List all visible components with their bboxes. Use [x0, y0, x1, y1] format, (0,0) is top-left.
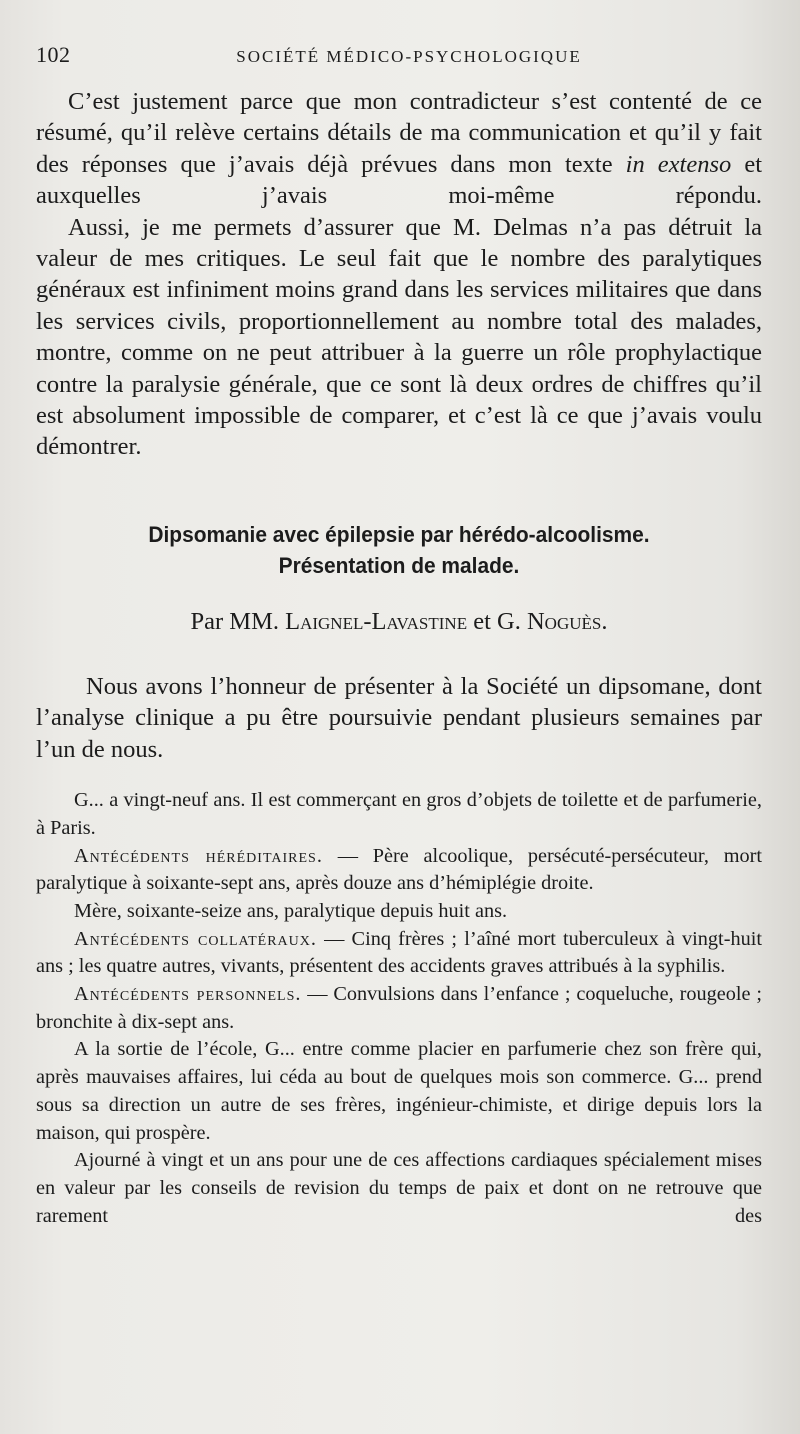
page-number: 102 — [36, 42, 71, 67]
article-intro — [36, 671, 762, 765]
case-paragraph-collateral: Antécédents collatéraux. — Cinq frères ; l’aîné mort tuberculeux à vingt-huit ans ; les quatre autres, vivants, présentent des accidents graves attribués à la syphilis. — [36, 927, 762, 978]
case-paragraph-hereditary: Antécédents héréditaires. — Père alcoolique, persécuté-persécuteur, mort paralytique à soixante-sept ans, après douze ans d’hémiplégie droite. — [36, 844, 762, 895]
continuation-paragraph-2: Aussi, je me permets d’assurer que M. Delmas n’a pas détruit la valeur de mes critiques. Le seul fait que le nombre des paralytiques généraux est infiniment moins grand dans les services militaires que dans les services civils, proportionnellement au nombre total des malades, montre, comme on ne peut attribuer à la guerre un rôle prophylactique contre la paralysie générale, que ce sont là deux ordres de chiffres qu’il est absolument impossible de comparer, et c’est là ce que j’avais voulu démontrer. — [36, 213, 762, 461]
italic-term: in extenso — [625, 150, 732, 178]
running-head — [36, 42, 762, 86]
case-paragraph-military: Ajourné à vingt et un ans pour une de ces affections cardiaques spécialement mises en valeur par les conseils de revision du temps de paix et dont on ne retrouve que rarement des — [36, 1149, 762, 1227]
case-report — [36, 787, 762, 1230]
collateral-label: Antécédents collatéraux. — [74, 927, 317, 950]
author-1: Laignel-Lavastine — [285, 607, 468, 635]
personal-label: Antécédents personnels. — [74, 983, 302, 1006]
case-paragraph-personal: Antécédents personnels. — Convulsions dans l’enfance ; coqueluche, rougeole ; bronchite à dix-sept ans. — [36, 983, 762, 1033]
intro-paragraph: Nous avons l’honneur de présenter à la Société un dipsomane, dont l’analyse clinique a pu être poursuivie pendant plusieurs semaines par l’un de nous. — [36, 672, 762, 763]
case-paragraph-identity: G... a vingt-neuf ans. Il est commerçant en gros d’objets de toilette et de parfumerie, à Paris. — [36, 789, 762, 839]
author-2: G. Noguès. — [497, 607, 608, 635]
journal-title: SOCIÉTÉ MÉDICO-PSYCHOLOGIQUE — [236, 47, 582, 66]
case-paragraph-career: A la sortie de l’école, G... entre comme placier en parfumerie chez son frère qui, après mauvaises affaires, lui céda au bout de quelques mois son commerce. G... prend sous sa direction un autre de ses frères, ingénieur-chimiste, et dirige depuis lors la maison, qui prospère. — [36, 1038, 762, 1144]
previous-article-continuation — [36, 86, 762, 463]
article-title — [61, 519, 736, 581]
article-authors: Par MM. Laignel-Lavastine et G. Noguès. — [190, 607, 608, 635]
article-title-line-1: Dipsomanie avec épilepsie par hérédo-alcoolisme. — [148, 521, 650, 547]
case-paragraph-mother: Mère, soixante-seize ans, paralytique depuis huit ans. — [74, 899, 508, 922]
hereditary-label: Antécédents héréditaires. — [74, 844, 323, 867]
continuation-paragraph-1: C’est justement parce que mon contradicteur s’est contenté de ce résumé, qu’il relève certains détails de ma communication et qu’il y fait des réponses que j’avais déjà prévues dans mon texte in extenso et auxquelles j’avais moi-même répondu. — [36, 88, 763, 210]
article-title-line-2: Présentation de malade. — [278, 552, 520, 578]
